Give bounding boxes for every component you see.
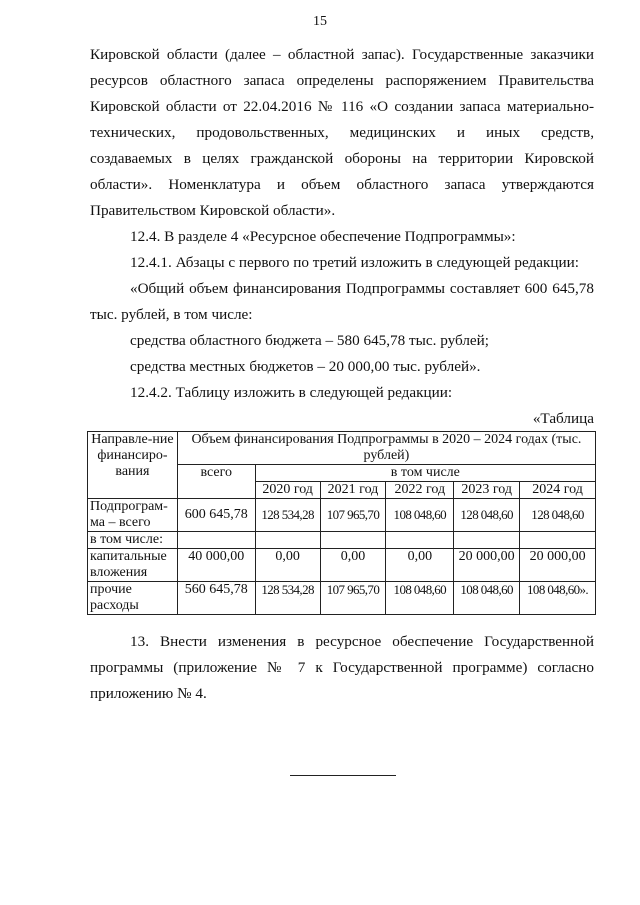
funding-table: [87, 431, 596, 615]
header-funding-volume: Объем финансирования Подпрограммы в 2020 – 2024 годах (тыс. рублей): [177, 432, 595, 465]
header-year: 2022 год: [386, 482, 454, 499]
header-year: 2020 год: [255, 482, 320, 499]
table-label: «Таблица: [532, 410, 594, 427]
header-year: 2021 год: [320, 482, 386, 499]
header-year: 2023 год: [454, 482, 520, 499]
year-value: 107 965,70: [320, 582, 386, 615]
header-total: всего: [177, 465, 255, 499]
year-value: 128 534,28: [255, 499, 320, 532]
table-row: [88, 499, 596, 532]
year-value: 20 000,00: [520, 549, 596, 582]
header-direction: Направле-ние финансиро-вания: [88, 432, 178, 499]
paragraph-13: 13. Внести изменения в ресурсное обеспечение Государственной программы (приложение № 7 к Государственной программе) согласно приложению № 4.: [90, 633, 594, 702]
year-value: 108 048,60».: [520, 582, 596, 615]
year-value: 107 965,70: [320, 499, 386, 532]
row-label: Подпрограм-ма – всего: [88, 499, 178, 532]
year-value: 128 048,60: [520, 499, 596, 532]
year-value: 108 048,60: [386, 499, 454, 532]
row-total: 40 000,00: [177, 549, 255, 582]
row-label: прочие расходы: [88, 582, 178, 615]
page-number: 15: [313, 14, 327, 29]
paragraph-regional-budget: средства областного бюджета – 580 645,78 тыс. рублей;: [130, 332, 490, 349]
paragraph-12-4-2: 12.4.2. Таблицу изложить в следующей редакции:: [130, 384, 453, 401]
table-row: [88, 532, 596, 549]
paragraph-12-4-1: 12.4.1. Абзацы с первого по третий изложить в следующей редакции:: [130, 254, 579, 271]
year-value: 128 048,60: [454, 499, 520, 532]
row-label: капитальные вложения: [88, 549, 178, 582]
header-including: в том числе: [255, 465, 595, 482]
paragraph-12-4: 12.4. В разделе 4 «Ресурсное обеспечение Подпрограммы»:: [130, 228, 516, 245]
paragraph-local-budgets: средства местных бюджетов – 20 000,00 тыс. рублей».: [130, 358, 481, 375]
year-value: 0,00: [255, 549, 320, 582]
row-label: в том числе:: [88, 532, 178, 549]
row-total: 560 645,78: [177, 582, 255, 615]
year-value: 0,00: [386, 549, 454, 582]
year-value: 20 000,00: [454, 549, 520, 582]
paragraph-total-funding: «Общий объем финансирования Подпрограммы составляет 600 645,78 тыс. рублей, в том числе:: [90, 280, 594, 323]
table-row: [88, 549, 596, 582]
end-divider: [290, 775, 396, 776]
year-value: 108 048,60: [386, 582, 454, 615]
year-value: 128 534,28: [255, 582, 320, 615]
paragraph-regional-reserve: Кировской области (далее – областной запас). Государственные заказчики ресурсов областного запаса определены распоряжением Правительства Кировской области от 22.04.2016 № 116 «О создании запаса материально-технических, продовольственных, медицинских и иных средств, создаваемых в целях гражданской обороны на территории Кировской области». Номенклатура и объем областного запаса утверждаются Правительством Кировской области».: [90, 46, 594, 219]
header-year: 2024 год: [520, 482, 596, 499]
document-body: [90, 42, 594, 707]
year-value: 0,00: [320, 549, 386, 582]
table-row: [88, 582, 596, 615]
row-total: 600 645,78: [177, 499, 255, 532]
year-value: 108 048,60: [454, 582, 520, 615]
